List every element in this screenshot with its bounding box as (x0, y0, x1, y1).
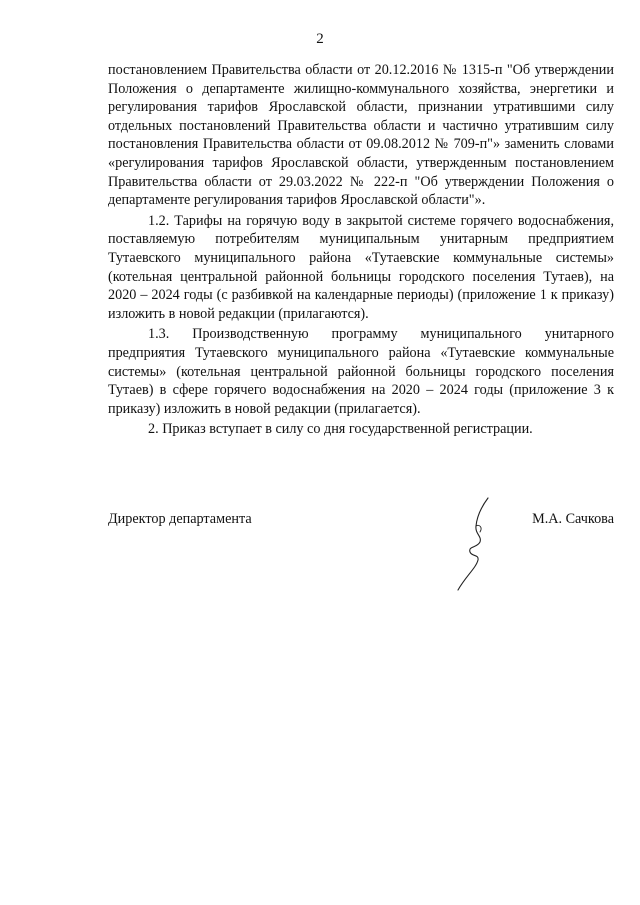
paragraph-1-2: 1.2. Тарифы на горячую воду в закрытой системе горячего водоснабжения, поставляемую потребителям муниципальным унитарным предприятием Тутаевского муниципального района «Тутаевские коммунальные системы» (котельная центральной районной больницы городского поселения Тутаев), на 2020 – 2024 годы (с разбивкой на календарные периоды) (приложение 1 к приказу) изложить в новой редакции (прилагаются). (108, 212, 614, 322)
paragraph-2: 2. Приказ вступает в силу со дня государственной регистрации. (148, 421, 533, 438)
signer-name: М.А. Сачкова (532, 511, 614, 527)
handwritten-signature (452, 494, 502, 594)
document-body (108, 61, 614, 439)
signer-position: Директор департамента (108, 511, 252, 527)
page-number: 2 (316, 31, 324, 47)
signature-block (108, 511, 614, 535)
paragraph-1-3: 1.3. Производственную программу муниципального унитарного предприятия Тутаевского муниципального района «Тутаевские коммунальные системы» (котельная центральной районной больницы городского поселения Тутаев) в сфере горячего водоснабжения на 2020 – 2024 годы (приложение 3 к приказу) изложить в новой редакции (прилагается). (108, 326, 614, 417)
paragraph-continuation: постановлением Правительства области от 20.12.2016 № 1315-п "Об утверждении Положения о департаменте жилищно-коммунального хозяйства, энергетики и регулирования тарифов Ярославской области, признании утратившими силу отдельных постановлений Правительства области и частично утратившим силу постановления Правительства области от 09.08.2012 № 709-п"» заменить словами «регулирования тарифов Ярославской области, утвержденным постановлением Правительства области от 29.03.2022 № 222-п "Об утверждении Положения о департаменте регулирования тарифов Ярославской области"». (108, 62, 614, 209)
